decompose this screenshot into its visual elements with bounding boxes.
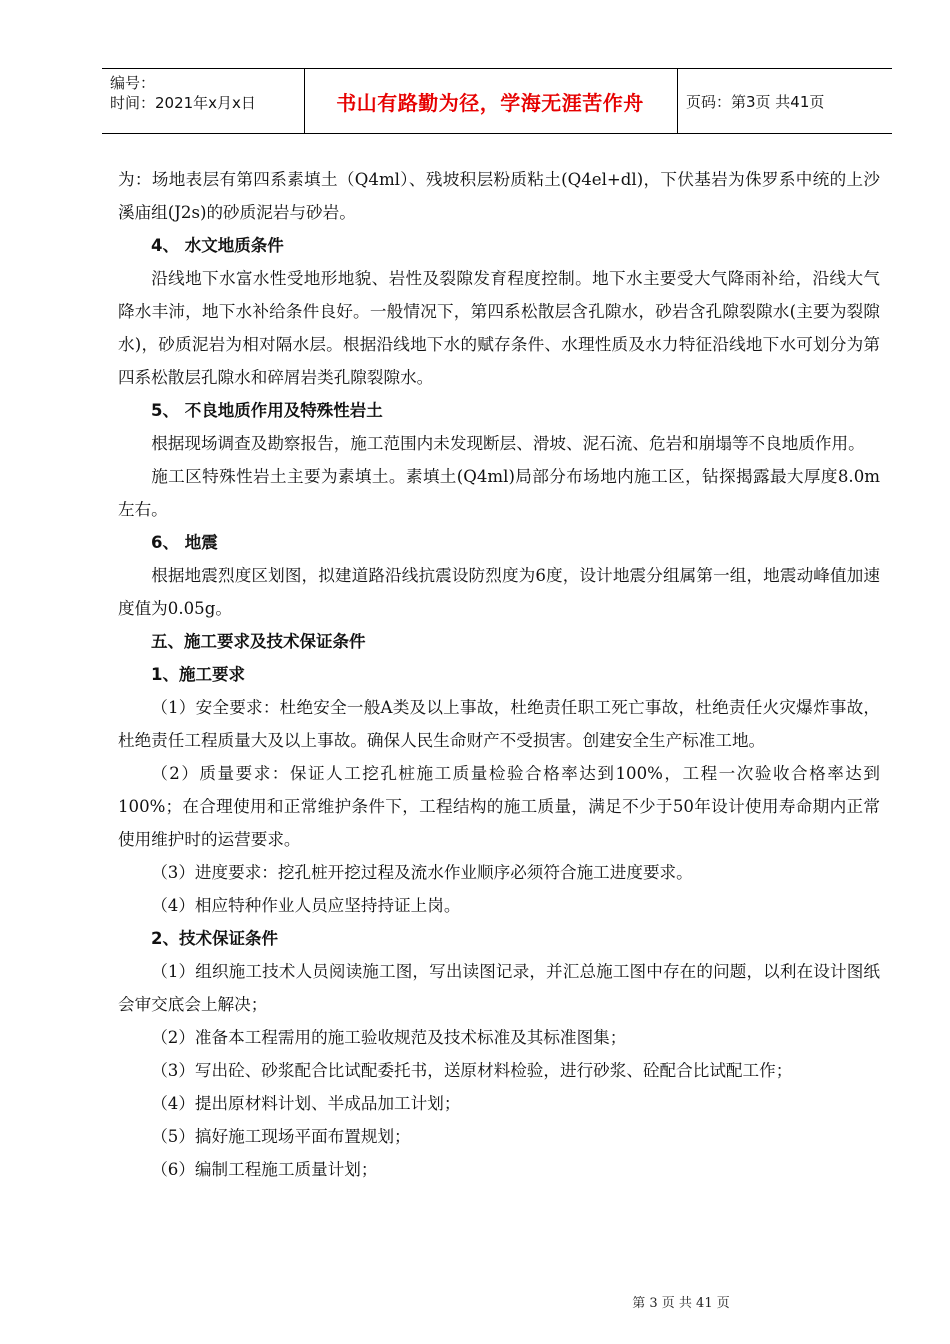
section-heading: 1、施工要求 (151, 665, 245, 684)
list-item: （3）进度要求：挖孔桩开挖过程及流水作业顺序必须符合施工进度要求。 (151, 863, 693, 882)
paragraph: 施工区特殊性岩土主要为素填土。素填土(Q4ml)局部分布场地内施工区，钻探揭露最大厚度8.0m左右。 (118, 467, 880, 519)
section-heading: 6、 地震 (151, 533, 218, 552)
header-page-number: 页码：第3页 共41页 (686, 92, 825, 111)
section-heading: 2、技术保证条件 (151, 929, 278, 948)
header-divider (677, 69, 678, 133)
chapter-heading: 五、施工要求及技术保证条件 (151, 632, 366, 651)
list-item: （3）写出砼、砂浆配合比试配委托书，送原材料检验，进行砂浆、砼配合比试配工作； (151, 1061, 793, 1080)
paragraph: 根据地震烈度区划图，拟建道路沿线抗震设防烈度为6度，设计地震分组属第一组，地震动峰值加速度值为0.05g。 (118, 566, 880, 618)
paragraph: 根据现场调查及勘察报告，施工范围内未发现断层、滑坡、泥石流、危岩和崩塌等不良地质作用。 (151, 434, 865, 453)
list-item: （2）准备本工程需用的施工验收规范及技术标准及其标准图集； (151, 1028, 627, 1047)
list-item: （5）搞好施工现场平面布置规划； (151, 1127, 411, 1146)
section-heading: 5、 不良地质作用及特殊性岩土 (151, 401, 383, 420)
list-item: （1）安全要求：杜绝安全一般A类及以上事故，杜绝责任职工死亡事故，杜绝责任火灾爆炸事故，杜绝责任工程质量大及以上事故。确保人民生命财产不受损害。创建安全生产标准工地。 (118, 698, 880, 750)
document-body (118, 163, 880, 1186)
page-footer: 第 3 页 共 41 页 (632, 1296, 730, 1311)
page-header (102, 68, 892, 134)
document-date: 时间：2021年x月x日 (110, 94, 256, 112)
list-item: （2）质量要求：保证人工挖孔桩施工质量检验合格率达到100%，工程一次验收合格率达到100%；在合理使用和正常维护条件下，工程结构的施工质量，满足不少于50年设计使用寿命期内正常使用维护时的运营要求。 (118, 764, 880, 849)
section-heading: 4、 水文地质条件 (151, 236, 284, 255)
paragraph: 为：场地表层有第四系素填土（Q4ml）、残坡积层粉质粘土(Q4el+dl)，下伏基岩为侏罗系中统的上沙溪庙组(J2s)的砂质泥岩与砂岩。 (118, 170, 880, 222)
list-item: （4）提出原材料计划、半成品加工计划； (151, 1094, 461, 1113)
header-meta (110, 73, 256, 113)
list-item: （6）编制工程施工质量计划； (151, 1160, 378, 1179)
document-number-label: 编号： (110, 74, 156, 92)
paragraph: 沿线地下水富水性受地形地貌、岩性及裂隙发育程度控制。地下水主要受大气降雨补给，沿线大气降水丰沛，地下水补给条件良好。一般情况下，第四系松散层含孔隙水，砂岩含孔隙裂隙水(主要为裂隙水)，砂质泥岩为相对隔水层。根据沿线地下水的赋存条件、水理性质及水力特征沿线地下水可划分为第四系松散层孔隙水和碎屑岩类孔隙裂隙水。 (118, 269, 880, 387)
header-motto: 书山有路勤为径，学海无涯苦作舟 (336, 90, 644, 115)
list-item: （4）相应特种作业人员应坚持持证上岗。 (151, 896, 461, 915)
list-item: （1）组织施工技术人员阅读施工图，写出读图记录，并汇总施工图中存在的问题，以利在设计图纸会审交底会上解决； (118, 962, 880, 1014)
